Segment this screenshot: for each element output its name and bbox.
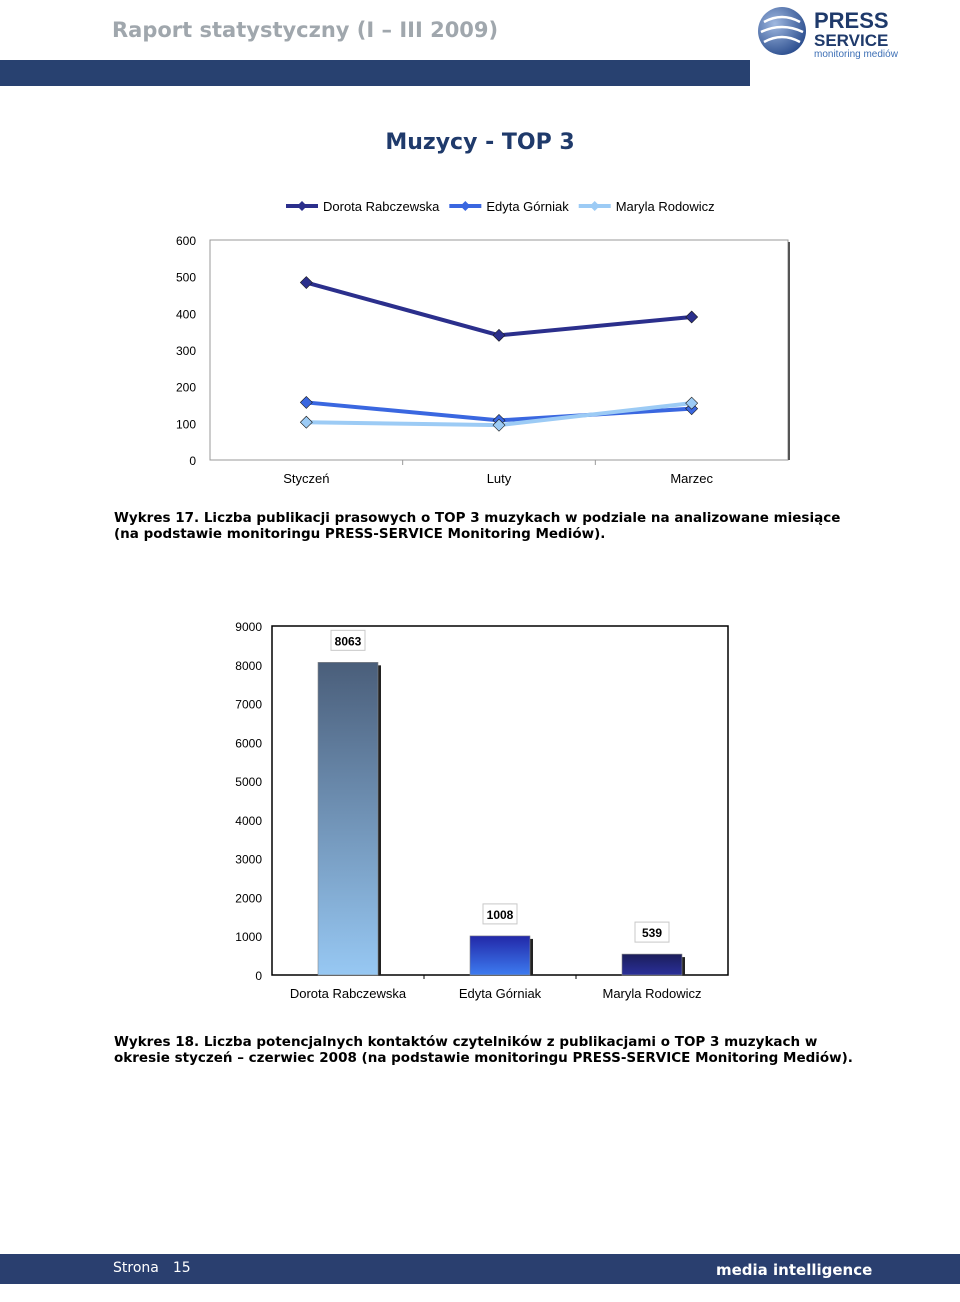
x-tick-label: Edyta Górniak: [458, 986, 542, 1001]
y-tick-label: 6000: [235, 736, 262, 751]
y-tick-label: 5000: [235, 775, 262, 790]
bar: [470, 936, 530, 975]
x-tick-label: Marzec: [670, 471, 713, 486]
y-tick-label: 2000: [235, 891, 262, 906]
legend-marker: [460, 201, 470, 211]
chart-title: Muzycy - TOP 3: [385, 130, 575, 155]
y-tick-label: 500: [175, 270, 196, 285]
y-tick-label: 0: [189, 454, 196, 468]
y-tick-label: 200: [175, 380, 196, 395]
y-tick-label: 9000: [235, 620, 262, 634]
logo-tagline: monitoring mediów: [814, 49, 898, 60]
bar: [622, 954, 682, 975]
legend-marker: [590, 201, 600, 211]
report-title: Raport statystyczny (I – III 2009): [112, 18, 499, 42]
line-chart: [0, 180, 960, 500]
footer-brand: media intelligence: [716, 1261, 873, 1279]
y-tick-label: 100: [175, 417, 196, 432]
x-tick-label: Styczeń: [283, 471, 330, 486]
header-bar: [0, 60, 750, 86]
y-tick-label: 1000: [235, 930, 262, 945]
y-tick-label: 3000: [235, 852, 262, 867]
press-service-logo: [756, 2, 946, 60]
caption-chart-17: Wykres 17. Liczba publikacji prasowych o TOP 3 muzykach w podziale na analizowane miesiące (na podstawie monitoringu PRESS-SERVICE Monitoring Mediów).: [114, 510, 841, 542]
legend-label: Dorota Rabczewska: [323, 199, 440, 214]
page-number: [113, 1260, 191, 1276]
bar-chart: [0, 600, 960, 1020]
page-number-value: 15: [172, 1260, 191, 1276]
y-tick-label: 600: [175, 234, 196, 248]
x-tick-label: Dorota Rabczewska: [289, 986, 407, 1001]
data-label: 1008: [486, 907, 514, 922]
caption-chart-18: Wykres 18. Liczba potencjalnych kontaktów czytelników z publikacjami o TOP 3 muzykach w okresie styczeń – czerwiec 2008 (na podstawie monitoringu PRESS-SERVICE Monitoring Mediów).: [114, 1034, 853, 1066]
x-tick-label: Luty: [486, 471, 512, 486]
legend-label: Edyta Górniak: [486, 199, 569, 214]
data-label: 539: [641, 926, 663, 941]
legend-marker: [297, 201, 307, 211]
logo-line1: PRESS: [814, 8, 889, 33]
logo-line2: SERVICE: [814, 31, 889, 50]
data-label: 8063: [334, 634, 362, 649]
y-tick-label: 8000: [235, 658, 262, 673]
y-tick-label: 300: [175, 344, 196, 358]
page-label: Strona: [113, 1260, 159, 1276]
x-tick-label: Maryla Rodowicz: [602, 986, 702, 1001]
y-tick-label: 7000: [235, 697, 262, 712]
y-tick-label: 4000: [235, 813, 262, 828]
bar: [318, 662, 378, 975]
y-tick-label: 0: [255, 969, 262, 983]
y-tick-label: 400: [175, 307, 196, 322]
legend-label: Maryla Rodowicz: [615, 199, 715, 214]
